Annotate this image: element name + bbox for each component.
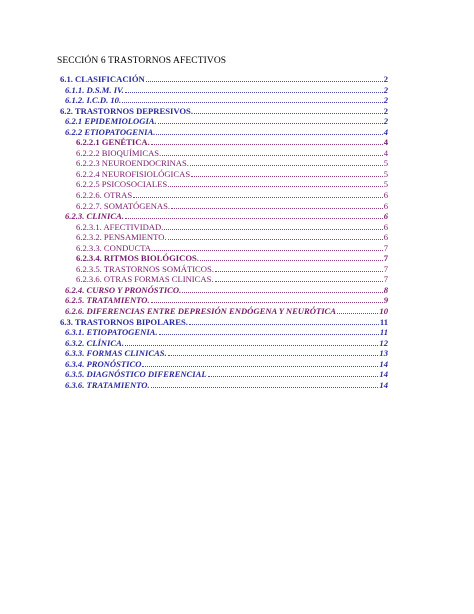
toc-entry-page-number: 5 — [383, 158, 388, 169]
toc-dot-leader — [215, 264, 383, 272]
toc-entry-page-number: 11 — [379, 316, 388, 327]
toc-dot-leader — [162, 148, 382, 156]
toc-entry[interactable] — [60, 253, 388, 264]
toc-entry[interactable] — [60, 243, 388, 254]
toc-entry-label: 6.2.5. TRATAMIENTO. — [65, 295, 150, 306]
toc-dot-leader — [142, 359, 378, 367]
toc-entry[interactable] — [60, 274, 388, 285]
toc-entry-label: 6.3.3. FORMAS CLINICAS. — [65, 348, 167, 359]
section-title: SECCIÓN 6 TRASTORNOS AFECTIVOS — [57, 56, 227, 66]
toc-entry-label: 6.3.1. ETIOPATOGENIA. — [65, 327, 158, 338]
toc-entry-label: 6.2.3.5. TRASTORNOS SOMÁTICOS. — [76, 263, 214, 274]
toc-entry[interactable] — [60, 359, 388, 370]
toc-dot-leader — [151, 295, 383, 303]
toc-entry-label: 6.3.5. DIAGNÓSTICO DIFERENCIAL — [65, 369, 207, 380]
toc-dot-leader — [154, 243, 383, 251]
toc-entry-page-number: 2 — [383, 105, 388, 116]
toc-entry-label: 6.2.2.3 NEUROENDOCRINAS. — [76, 158, 189, 169]
toc-entry[interactable] — [60, 211, 388, 222]
toc-entry-label: 6.2.3.6. OTRAS FORMAS CLINICAS. — [76, 274, 214, 285]
toc-entry[interactable] — [60, 369, 388, 380]
toc-entry-label: 6.2.3.2. PENSAMIENTO. — [76, 232, 167, 243]
toc-entry[interactable] — [60, 148, 388, 159]
toc-entry-page-number: 7 — [383, 263, 388, 274]
toc-dot-leader — [125, 211, 383, 219]
toc-dot-leader — [200, 253, 383, 261]
toc-entry-page-number: 4 — [383, 147, 388, 158]
toc-dot-leader — [133, 190, 383, 198]
toc-dot-leader — [125, 338, 378, 346]
toc-entry-page-number: 6 — [383, 232, 388, 243]
toc-dot-leader — [168, 348, 379, 356]
toc-entry-label: 6.2.3.3. CONDUCTA. — [76, 242, 154, 253]
toc-dot-leader — [170, 179, 382, 187]
toc-entry-page-number: 5 — [383, 179, 388, 190]
toc-entry-page-number: 2 — [383, 84, 388, 95]
toc-entry-page-number: 5 — [383, 168, 388, 179]
toc-entry-label: 6.2.2.7. SOMATÓGENAS. — [76, 200, 171, 211]
toc-entry[interactable] — [60, 85, 388, 96]
toc-entry-page-number: 12 — [379, 337, 388, 348]
toc-entry-page-number: 10 — [379, 306, 388, 317]
toc-dot-leader — [190, 158, 383, 166]
toc-entry-label: 6.1. CLASIFICACIÓN — [60, 74, 145, 84]
toc-entry[interactable] — [60, 285, 388, 296]
table-of-contents — [60, 74, 388, 390]
toc-entry[interactable] — [60, 190, 388, 201]
toc-entry-label: 6.1.2. I.C.D. 10. — [65, 95, 122, 106]
toc-entry[interactable] — [60, 201, 388, 212]
toc-entry-label: 6.2.3.4. RITMOS BIOLÓGICOS. — [76, 253, 199, 264]
toc-entry-label: 6.2.6. DIFERENCIAS ENTRE DEPRESIÓN ENDÓGENA Y NEURÓTICA — [65, 306, 337, 317]
toc-entry[interactable] — [60, 306, 388, 317]
toc-entry[interactable] — [60, 338, 388, 349]
toc-entry-page-number: 9 — [383, 295, 388, 306]
toc-entry-page-number: 6 — [383, 200, 388, 211]
toc-entry-label: 6.2.2.5 PSICOSOCIALES. — [76, 179, 170, 190]
toc-dot-leader — [164, 222, 382, 230]
toc-dot-leader — [337, 306, 378, 314]
toc-entry[interactable] — [60, 137, 388, 148]
toc-dot-leader — [151, 380, 379, 388]
toc-entry[interactable] — [60, 106, 388, 117]
toc-dot-leader — [189, 317, 379, 325]
toc-entry-page-number: 2 — [383, 74, 388, 84]
toc-entry[interactable] — [60, 222, 388, 233]
toc-entry[interactable] — [60, 116, 388, 127]
toc-dot-leader — [122, 95, 383, 103]
toc-entry-page-number: 2 — [383, 116, 388, 127]
toc-entry-page-number: 7 — [383, 274, 388, 285]
toc-entry-label: 6.2.2.1 GENÉTICA. — [76, 137, 150, 148]
toc-entry-page-number: 7 — [383, 242, 388, 253]
toc-entry-label: 6.2.2.4 NEUROFISIOLÓGICAS — [76, 168, 191, 179]
toc-entry-label: 6.2.3. CLINICA. — [65, 211, 124, 222]
toc-dot-leader — [208, 369, 379, 377]
toc-entry[interactable] — [60, 380, 388, 391]
toc-entry-label: 6.2.3.1. AFECTIVIDAD. — [76, 221, 164, 232]
toc-entry-label: 6.3.2. CLÍNICA. — [65, 337, 124, 348]
toc-dot-leader — [215, 274, 383, 282]
toc-entry[interactable] — [60, 95, 388, 106]
toc-entry[interactable] — [60, 317, 388, 328]
toc-dot-leader — [159, 327, 379, 335]
toc-entry-page-number: 2 — [383, 95, 388, 106]
toc-entry-page-number: 13 — [379, 348, 388, 359]
toc-entry-label: 6.2. TRASTORNOS DEPRESIVOS. — [60, 105, 193, 116]
toc-dot-leader — [151, 137, 383, 145]
toc-entry-label: 6.3.6. TRATAMIENTO. — [65, 379, 150, 390]
toc-dot-leader — [146, 74, 383, 82]
toc-entry[interactable] — [60, 232, 388, 243]
toc-entry[interactable] — [60, 169, 388, 180]
toc-entry-page-number: 6 — [383, 211, 388, 222]
toc-entry-page-number: 6 — [383, 221, 388, 232]
toc-dot-leader — [125, 85, 383, 93]
toc-entry-label: 6.3. TRASTORNOS BIPOLARES. — [60, 316, 188, 327]
toc-entry[interactable] — [60, 179, 388, 190]
toc-dot-leader — [194, 106, 383, 114]
toc-dot-leader — [156, 127, 382, 135]
toc-entry-page-number: 4 — [383, 126, 388, 137]
toc-entry[interactable] — [60, 295, 388, 306]
toc-dot-leader — [171, 201, 383, 209]
toc-entry[interactable] — [60, 127, 388, 138]
toc-dot-leader — [182, 285, 382, 293]
toc-entry-label: 6.2.2 ETIOPATOGENIA. — [65, 126, 156, 137]
toc-entry-label: 6.1.1. D.S.M. IV. — [65, 84, 124, 95]
toc-entry-page-number: 7 — [383, 253, 388, 264]
toc-dot-leader — [158, 116, 383, 124]
toc-dot-leader — [191, 169, 383, 177]
toc-entry-label: 6.2.4. CURSO Y PRONÓSTICO. — [65, 284, 182, 295]
toc-entry-page-number: 4 — [383, 137, 388, 148]
toc-entry[interactable] — [60, 327, 388, 338]
toc-entry-page-number: 6 — [383, 190, 388, 201]
toc-entry-page-number: 14 — [379, 358, 388, 369]
toc-entry-page-number: 8 — [383, 284, 388, 295]
toc-entry[interactable] — [60, 158, 388, 169]
toc-entry[interactable] — [60, 348, 388, 359]
toc-entry[interactable] — [60, 264, 388, 275]
toc-entry-label: 6.2.2.2 BIOQUÍMICAS. — [76, 147, 162, 158]
toc-dot-leader — [168, 232, 383, 240]
toc-entry-page-number: 14 — [379, 369, 388, 380]
toc-entry[interactable] — [60, 74, 388, 85]
toc-entry-page-number: 14 — [379, 379, 388, 390]
toc-entry-label: 6.3.4. PRONÓSTICO — [65, 358, 142, 369]
toc-entry-page-number: 11 — [379, 327, 388, 338]
toc-entry-label: 6.2.2.6. OTRAS — [76, 190, 133, 201]
toc-entry-label: 6.2.1 EPIDEMIOLOGIA. — [65, 116, 157, 127]
